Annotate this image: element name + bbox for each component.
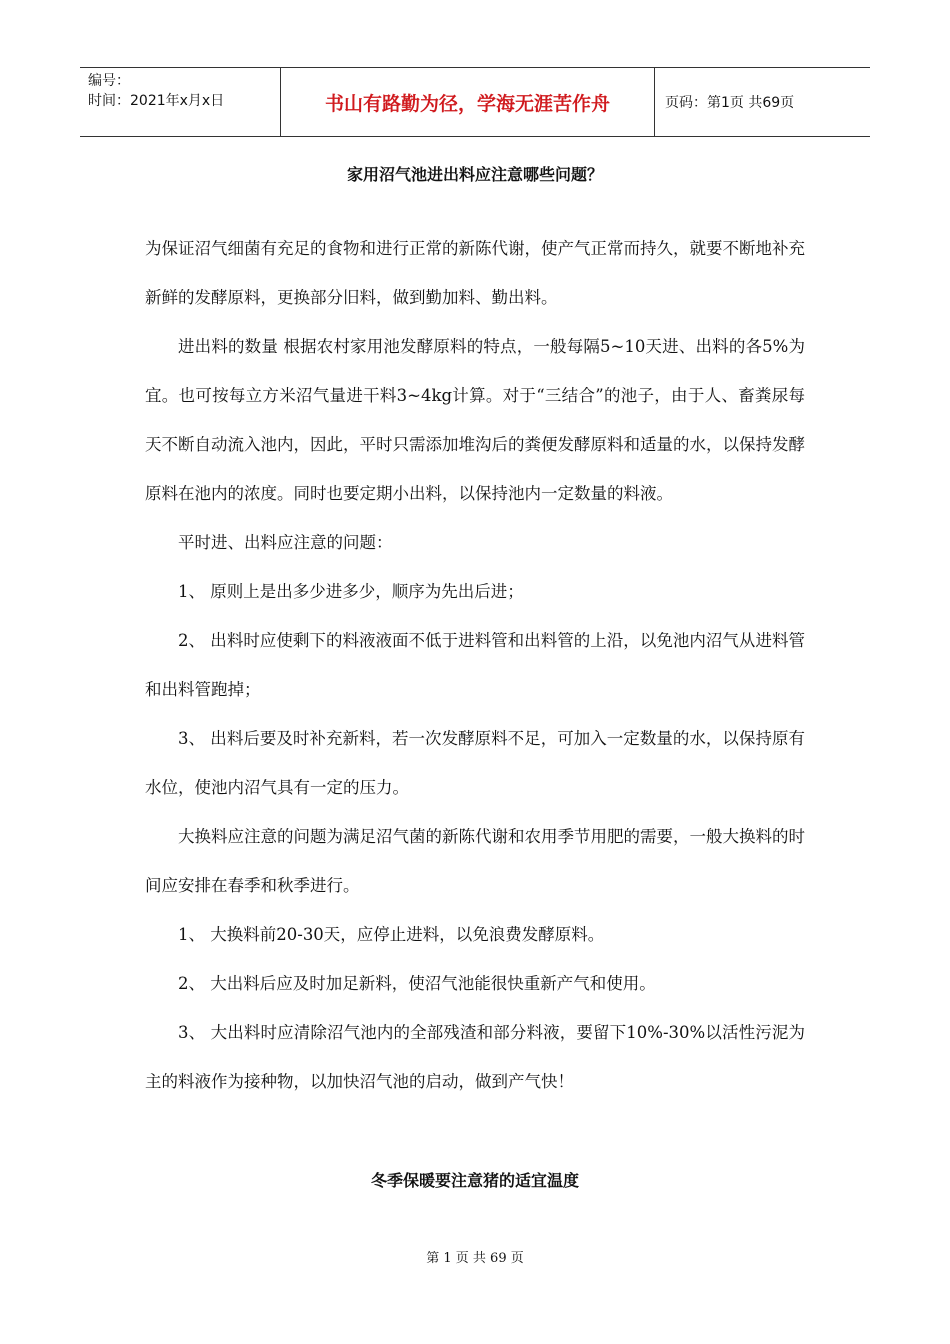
paragraph: 为保证沼气细菌有充足的食物和进行正常的新陈代谢，使产气正常而持久，就要不断地补充新鲜的发酵原料，更换部分旧料，做到勤加料、勤出料。 — [145, 239, 805, 307]
list-item: 3、 大出料时应清除沼气池内的全部残渣和部分料液，要留下10%-30%以活性污泥为主的料液作为接种物，以加快沼气池的启动，做到产气快！ — [145, 1023, 805, 1091]
list-item: 1、 原则上是出多少进多少，顺序为先出后进； — [178, 582, 524, 601]
number-label: 编号： — [88, 73, 130, 89]
list-item: 1、 大换料前20-30天，应停止进料，以免浪费发酵原料。 — [178, 925, 605, 944]
date-label: 时间：2021年x月x日 — [88, 93, 225, 109]
list-item: 2、 出料时应使剩下的料液液面不低于进料管和出料管的上沿，以免池内沼气从进料管和出料管跑掉； — [145, 631, 805, 699]
page-footer: 第 1 页 共 69 页 — [426, 1251, 524, 1266]
list-item: 3、 出料后要及时补充新料，若一次发酵原料不足，可加入一定数量的水，以保持原有水位，使池内沼气具有一定的压力。 — [145, 729, 805, 797]
section-title: 冬季保暖要注意猪的适宜温度 — [370, 1171, 579, 1190]
header-meta — [80, 68, 281, 136]
paragraph: 进出料的数量 根据农村家用池发酵原料的特点，一般每隔5~10天进、出料的各5%为宜。也可按每立方米沼气量进干料3~4kg计算。对于“三结合”的池子，由于人、畜粪尿每天不断自动流入池内，因此，平时只需添加堆沟后的粪便发酵原料和适量的水，以保持发酵原料在池内的浓度。同时也要定期小出料，以保持池内一定数量的料液。 — [145, 337, 805, 503]
paragraph: 大换料应注意的问题为满足沼气菌的新陈代谢和农用季节用肥的需要，一般大换料的时间应安排在春季和秋季进行。 — [145, 827, 805, 895]
document-title: 家用沼气池进出料应注意哪些问题？ — [346, 165, 603, 184]
list-item: 2、 大出料后应及时加足新料，使沼气池能很快重新产气和使用。 — [178, 974, 656, 993]
header-page-info: 页码：第1页 共69页 — [665, 95, 795, 111]
header-motto: 书山有路勤为径，学海无涯苦作舟 — [281, 68, 655, 136]
document-body — [145, 224, 805, 1106]
paragraph: 平时进、出料应注意的问题： — [178, 533, 393, 552]
page-header — [80, 67, 870, 137]
